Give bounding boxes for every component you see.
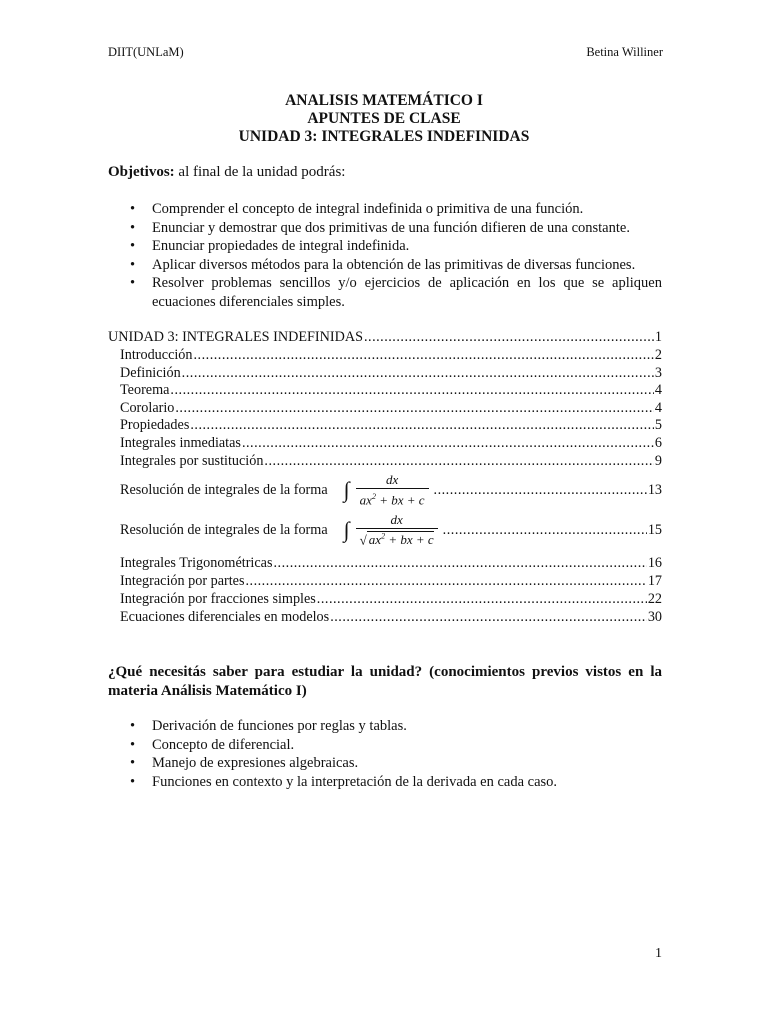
toc-entry[interactable]: [108, 591, 662, 608]
fraction-formula: [356, 512, 438, 548]
toc-page: 15: [647, 521, 662, 538]
toc-label: Corolario: [120, 400, 175, 416]
toc-page: 4: [654, 382, 662, 398]
bullet-icon: •: [130, 256, 136, 273]
toc-leader: [443, 522, 647, 539]
list-item: [108, 256, 662, 275]
fraction-denominator: [356, 528, 438, 548]
toc-label: Integrales inmediatas: [120, 435, 241, 451]
objectives-intro-text: al final de la unidad podrás:: [174, 164, 346, 180]
list-item: [108, 274, 662, 293]
title-line-1: ANALISIS MATEMÁTICO I: [285, 92, 483, 109]
toc-entry[interactable]: [108, 555, 662, 572]
den-exponent: 2: [381, 532, 386, 541]
fraction-numerator: dx: [385, 472, 399, 487]
integral-icon: ∫: [343, 517, 350, 543]
sqrt-icon: √: [359, 532, 367, 548]
toc-label: Integración por fracciones simples: [120, 591, 316, 607]
list-item: [108, 237, 662, 256]
toc-label: Propiedades: [120, 417, 190, 433]
toc-page: 1: [654, 329, 662, 345]
toc-entry[interactable]: [108, 573, 662, 590]
title-line-2: APUNTES DE CLASE: [307, 110, 461, 127]
sqrt-radicand: [367, 531, 434, 547]
list-item: [108, 736, 662, 755]
toc-leader: [170, 382, 653, 399]
toc-entry[interactable]: [108, 609, 662, 626]
toc-entry[interactable]: [108, 329, 662, 346]
den-rest: + bx + c: [375, 492, 425, 508]
header-right: Betina Williner: [586, 45, 663, 59]
toc-entry[interactable]: [108, 435, 662, 452]
prerequisites-list: [108, 717, 662, 791]
objective-text: Comprender el concepto de integral indefinida o primitiva de una función.: [152, 201, 584, 217]
toc-label: Ecuaciones diferenciales en modelos: [120, 609, 330, 625]
bullet-icon: •: [130, 755, 136, 772]
objectives-label: Objetivos:: [108, 164, 175, 180]
toc-entry[interactable]: [108, 382, 662, 399]
den-exponent: 2: [371, 492, 376, 501]
toc-entry[interactable]: [108, 453, 662, 470]
objectives-list: [108, 200, 662, 312]
fraction-numerator: dx: [390, 512, 403, 527]
toc-label: Integrales por sustitución: [120, 453, 264, 469]
bullet-icon: •: [130, 238, 136, 255]
toc-leader: [317, 591, 647, 608]
toc-leader: [175, 400, 654, 417]
fraction-denominator: [356, 488, 429, 508]
toc-entry[interactable]: [108, 512, 662, 548]
toc-label: Definición: [120, 365, 181, 381]
toc-page: 2: [654, 347, 662, 363]
toc-leader: [242, 435, 654, 452]
toc-entry[interactable]: [108, 347, 662, 364]
fraction-formula: [356, 472, 429, 508]
objective-text: Enunciar y demostrar que dos primitivas de una función difieren de una constante.: [152, 219, 630, 236]
toc-entry[interactable]: [108, 400, 662, 417]
list-item: [108, 219, 662, 238]
toc-label: Integración por partes: [120, 573, 245, 589]
objectives-intro: [108, 164, 345, 181]
prerequisite-text: Manejo de expresiones algebraicas.: [152, 755, 359, 772]
toc-page: 22: [647, 591, 662, 607]
toc-label: UNIDAD 3: INTEGRALES INDEFINIDAS: [108, 329, 363, 345]
toc-page: 6: [654, 435, 662, 451]
toc-leader: [245, 573, 646, 590]
toc-entry[interactable]: [108, 365, 662, 382]
title-line-3: UNIDAD 3: INTEGRALES INDEFINIDAS: [238, 128, 530, 145]
objective-text: Aplicar diversos métodos para la obtención de las primitivas de diversas funciones.: [152, 256, 636, 273]
bullet-icon: •: [130, 201, 136, 217]
toc-leader: [364, 329, 654, 346]
page-number: 1: [655, 946, 662, 961]
prerequisite-text: Funciones en contexto y la interpretación de la derivada en cada caso.: [152, 773, 558, 790]
objective-text: ecuaciones diferenciales simples.: [152, 293, 345, 310]
toc-leader: [182, 365, 654, 382]
list-item-continuation: [108, 293, 662, 312]
toc-leader: [434, 482, 647, 499]
objective-text: Resolver problemas sencillos y/o ejercicios de aplicación en los que se apliquen: [152, 275, 662, 292]
bullet-icon: •: [130, 773, 136, 790]
toc-label: Resolución de integrales de la forma: [120, 481, 328, 498]
bullet-icon: •: [130, 219, 136, 236]
toc-page: 17: [647, 573, 662, 589]
toc-label: Integrales Trigonométricas: [120, 555, 273, 571]
toc-label: Resolución de integrales de la forma: [120, 521, 328, 538]
integral-icon: ∫: [343, 477, 350, 503]
den-rest: + bx + c: [385, 532, 434, 548]
den-term: ax: [368, 532, 382, 548]
toc-label: Teorema: [120, 382, 170, 398]
document-titles: [0, 92, 768, 146]
toc-label: Introducción: [120, 347, 193, 363]
toc-page: 5: [654, 417, 662, 433]
list-item: [108, 200, 662, 219]
toc-leader: [274, 555, 647, 572]
bullet-icon: •: [130, 736, 136, 753]
toc-page: 9: [654, 453, 662, 469]
toc-leader: [194, 347, 654, 364]
prerequisite-text: Derivación de funciones por reglas y tablas.: [152, 718, 407, 734]
den-term: ax: [359, 492, 372, 508]
toc-entry[interactable]: [108, 417, 662, 434]
toc-leader: [330, 609, 647, 626]
toc-page: 4: [654, 400, 662, 416]
list-item: [108, 717, 662, 736]
list-item: [108, 773, 662, 792]
toc-page: 13: [647, 481, 662, 498]
toc-page: 30: [647, 609, 662, 625]
prerequisite-text: Concepto de diferencial.: [152, 736, 295, 753]
bullet-icon: •: [130, 718, 136, 734]
bullet-icon: •: [130, 275, 136, 292]
toc-page: 3: [654, 365, 662, 381]
list-item: [108, 754, 662, 773]
toc-leader: [190, 417, 654, 434]
prerequisites-question: ¿Qué necesitás saber para estudiar la unidad? (conocimientos previos vistos en la materia Análisis Matemático I): [108, 664, 662, 699]
toc-page: 16: [647, 555, 662, 571]
header-left: DIIT(UNLaM): [108, 45, 184, 59]
toc-leader: [264, 453, 653, 470]
objective-text: Enunciar propiedades de integral indefinida.: [152, 238, 410, 255]
toc-entry[interactable]: [108, 472, 662, 508]
